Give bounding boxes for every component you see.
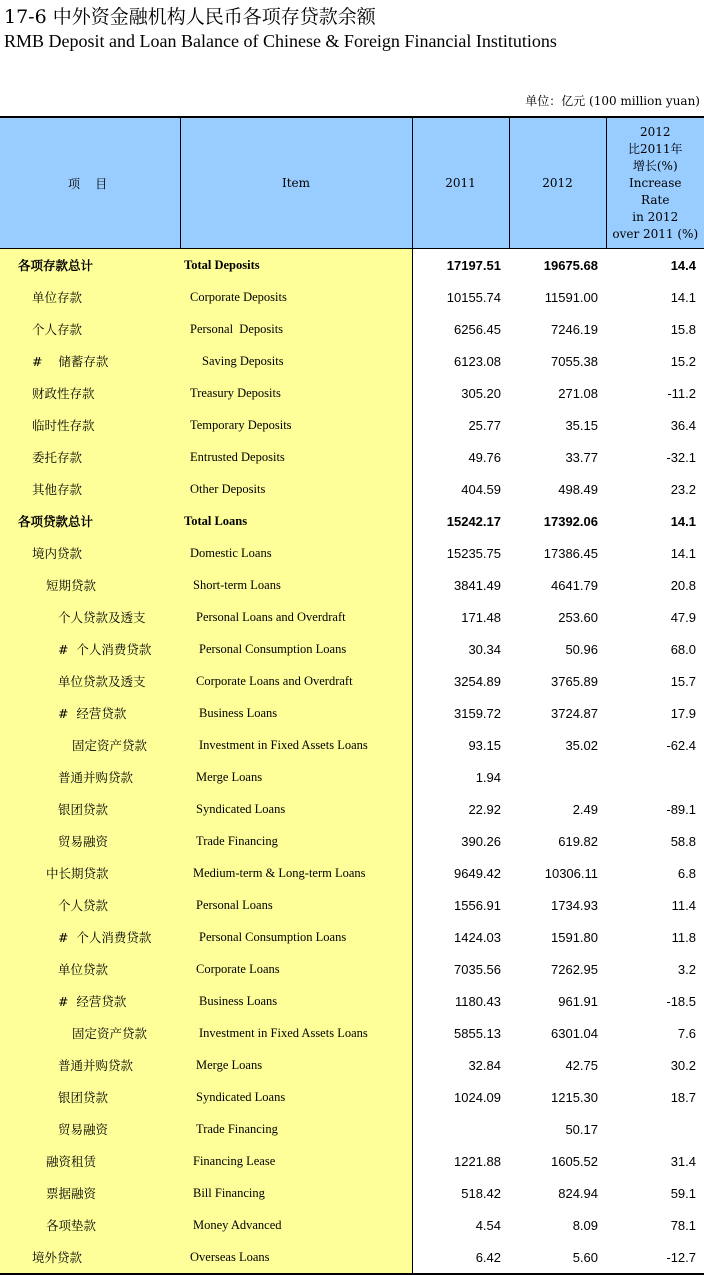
- row-value-2012: 7262.95: [509, 953, 606, 985]
- row-item-en: Business Loans: [180, 985, 412, 1017]
- table-row: [0, 857, 704, 889]
- row-item-en: Corporate Loans: [180, 953, 412, 985]
- row-value-2011: 1180.43: [412, 985, 509, 1017]
- row-value-2011: 1024.09: [412, 1081, 509, 1113]
- header-2012: 2012: [509, 117, 606, 249]
- table-row: [0, 537, 704, 569]
- row-item-en: Treasury Deposits: [180, 377, 412, 409]
- row-value-2011: 4.54: [412, 1209, 509, 1241]
- row-value-2011: 22.92: [412, 793, 509, 825]
- table-row: [0, 1145, 704, 1177]
- row-item-cn: 单位贷款: [0, 953, 180, 985]
- row-item-cn: 财政性存款: [0, 377, 180, 409]
- row-growth-rate: 14.4: [606, 249, 704, 282]
- row-item-en: Entrusted Deposits: [180, 441, 412, 473]
- row-value-2012: 42.75: [509, 1049, 606, 1081]
- row-growth-rate: 78.1: [606, 1209, 704, 1241]
- row-growth-rate: 7.6: [606, 1017, 704, 1049]
- row-value-2011: [412, 1113, 509, 1145]
- row-item-en: Medium-term & Long-term Loans: [180, 857, 412, 889]
- row-item-en: Bill Financing: [180, 1177, 412, 1209]
- table-row: [0, 761, 704, 793]
- row-value-2011: 404.59: [412, 473, 509, 505]
- row-value-2011: 390.26: [412, 825, 509, 857]
- row-item-cn: 银团贷款: [0, 1081, 180, 1113]
- page-title-chinese: 17-6 中外资金融机构人民币各项存贷款余额: [4, 2, 376, 29]
- row-item-en: Other Deposits: [180, 473, 412, 505]
- row-item-cn: 单位存款: [0, 281, 180, 313]
- row-value-2012: 35.02: [509, 729, 606, 761]
- row-value-2011: 32.84: [412, 1049, 509, 1081]
- header-rate-line: Increase: [607, 175, 704, 192]
- row-item-en: Trade Financing: [180, 825, 412, 857]
- row-value-2011: 1221.88: [412, 1145, 509, 1177]
- row-value-2011: 171.48: [412, 601, 509, 633]
- row-item-cn: 委托存款: [0, 441, 180, 473]
- row-item-cn: 临时性存款: [0, 409, 180, 441]
- row-growth-rate: 59.1: [606, 1177, 704, 1209]
- table-row: [0, 409, 704, 441]
- unit-label: 单位：亿元 (100 million yuan): [525, 92, 700, 109]
- row-value-2012: 1734.93: [509, 889, 606, 921]
- table-row: [0, 441, 704, 473]
- row-value-2012: 3724.87: [509, 697, 606, 729]
- table-row: [0, 569, 704, 601]
- row-value-2012: 35.15: [509, 409, 606, 441]
- row-value-2011: 3159.72: [412, 697, 509, 729]
- row-value-2012: 8.09: [509, 1209, 606, 1241]
- row-value-2012: [509, 761, 606, 793]
- row-growth-rate: 3.2: [606, 953, 704, 985]
- row-item-cn: 票据融资: [0, 1177, 180, 1209]
- row-growth-rate: 14.1: [606, 281, 704, 313]
- header-rate-line: over 2011 (%): [607, 226, 704, 243]
- row-item-cn: 普通并购贷款: [0, 1049, 180, 1081]
- row-item-cn: # 经营贷款: [0, 697, 180, 729]
- row-item-cn: 各项存款总计: [0, 249, 180, 282]
- row-item-en: Syndicated Loans: [180, 1081, 412, 1113]
- table-row: [0, 1049, 704, 1081]
- row-growth-rate: 47.9: [606, 601, 704, 633]
- row-value-2011: 3841.49: [412, 569, 509, 601]
- row-item-en: Merge Loans: [180, 1049, 412, 1081]
- row-value-2011: 1.94: [412, 761, 509, 793]
- row-growth-rate: -32.1: [606, 441, 704, 473]
- row-value-2011: 5855.13: [412, 1017, 509, 1049]
- row-value-2012: 4641.79: [509, 569, 606, 601]
- row-item-cn: 中长期贷款: [0, 857, 180, 889]
- row-item-cn: 单位贷款及透支: [0, 665, 180, 697]
- row-growth-rate: 23.2: [606, 473, 704, 505]
- table-row: [0, 729, 704, 761]
- row-growth-rate: 31.4: [606, 1145, 704, 1177]
- row-value-2011: 7035.56: [412, 953, 509, 985]
- row-value-2011: 9649.42: [412, 857, 509, 889]
- header-growth-rate: [606, 117, 704, 249]
- row-value-2011: 6123.08: [412, 345, 509, 377]
- row-growth-rate: -18.5: [606, 985, 704, 1017]
- table-row: [0, 473, 704, 505]
- row-value-2011: 49.76: [412, 441, 509, 473]
- row-item-en: Trade Financing: [180, 1113, 412, 1145]
- row-value-2012: 253.60: [509, 601, 606, 633]
- row-value-2011: 6.42: [412, 1241, 509, 1274]
- row-value-2012: 7246.19: [509, 313, 606, 345]
- row-value-2011: 518.42: [412, 1177, 509, 1209]
- row-growth-rate: -62.4: [606, 729, 704, 761]
- row-item-cn: 各项贷款总计: [0, 505, 180, 537]
- row-item-en: Financing Lease: [180, 1145, 412, 1177]
- row-value-2012: 19675.68: [509, 249, 606, 282]
- row-item-en: Business Loans: [180, 697, 412, 729]
- row-value-2012: 1591.80: [509, 921, 606, 953]
- table-row: [0, 505, 704, 537]
- row-item-en: Personal Consumption Loans: [180, 633, 412, 665]
- table-row: [0, 1241, 704, 1274]
- table-row: [0, 889, 704, 921]
- row-item-cn: 固定资产贷款: [0, 729, 180, 761]
- table-row: [0, 281, 704, 313]
- row-growth-rate: -11.2: [606, 377, 704, 409]
- header-2011: 2011: [412, 117, 509, 249]
- row-growth-rate: 11.4: [606, 889, 704, 921]
- row-item-cn: 个人贷款: [0, 889, 180, 921]
- row-item-en: Merge Loans: [180, 761, 412, 793]
- row-growth-rate: 17.9: [606, 697, 704, 729]
- table-row: [0, 1209, 704, 1241]
- row-value-2012: 17392.06: [509, 505, 606, 537]
- row-value-2012: 5.60: [509, 1241, 606, 1274]
- row-value-2012: 961.91: [509, 985, 606, 1017]
- row-value-2012: 498.49: [509, 473, 606, 505]
- row-growth-rate: 14.1: [606, 505, 704, 537]
- row-item-cn: # 个人消费贷款: [0, 921, 180, 953]
- row-item-en: Corporate Loans and Overdraft: [180, 665, 412, 697]
- row-item-en: Personal Deposits: [180, 313, 412, 345]
- row-value-2012: 17386.45: [509, 537, 606, 569]
- header-rate-line: Rate: [607, 192, 704, 209]
- row-growth-rate: -89.1: [606, 793, 704, 825]
- row-value-2011: 6256.45: [412, 313, 509, 345]
- row-item-cn: # 储蓄存款: [0, 345, 180, 377]
- row-growth-rate: 30.2: [606, 1049, 704, 1081]
- row-item-cn: # 经营贷款: [0, 985, 180, 1017]
- table-row: [0, 249, 704, 282]
- header-item-cn: 项 目: [0, 117, 180, 249]
- deposit-loan-table: [0, 116, 704, 1275]
- row-item-en: Total Loans: [180, 505, 412, 537]
- row-value-2011: 10155.74: [412, 281, 509, 313]
- row-item-cn: 各项垫款: [0, 1209, 180, 1241]
- header-rate-line: 比2011年: [607, 141, 704, 158]
- table-row: [0, 793, 704, 825]
- row-item-en: Total Deposits: [180, 249, 412, 282]
- row-value-2011: 1556.91: [412, 889, 509, 921]
- row-item-cn: 融资租赁: [0, 1145, 180, 1177]
- header-rate-line: 增长(%): [607, 158, 704, 175]
- table-row: [0, 1177, 704, 1209]
- row-item-cn: 银团贷款: [0, 793, 180, 825]
- table-row: [0, 1017, 704, 1049]
- row-value-2012: 7055.38: [509, 345, 606, 377]
- row-item-en: Syndicated Loans: [180, 793, 412, 825]
- row-value-2012: 50.17: [509, 1113, 606, 1145]
- row-item-en: Corporate Deposits: [180, 281, 412, 313]
- table-row: [0, 985, 704, 1017]
- row-growth-rate: 11.8: [606, 921, 704, 953]
- row-item-en: Investment in Fixed Assets Loans: [180, 729, 412, 761]
- row-item-en: Personal Loans and Overdraft: [180, 601, 412, 633]
- row-item-cn: 境外贷款: [0, 1241, 180, 1274]
- header-rate-line: in 2012: [607, 209, 704, 226]
- table-row: [0, 345, 704, 377]
- row-growth-rate: 15.8: [606, 313, 704, 345]
- row-growth-rate: [606, 761, 704, 793]
- row-item-cn: 个人贷款及透支: [0, 601, 180, 633]
- row-growth-rate: 36.4: [606, 409, 704, 441]
- row-value-2011: 15235.75: [412, 537, 509, 569]
- row-growth-rate: -12.7: [606, 1241, 704, 1274]
- row-item-en: Temporary Deposits: [180, 409, 412, 441]
- row-growth-rate: 14.1: [606, 537, 704, 569]
- row-growth-rate: 58.8: [606, 825, 704, 857]
- table-row: [0, 921, 704, 953]
- row-item-en: Personal Loans: [180, 889, 412, 921]
- row-value-2011: 15242.17: [412, 505, 509, 537]
- row-value-2012: 33.77: [509, 441, 606, 473]
- row-value-2012: 1215.30: [509, 1081, 606, 1113]
- row-value-2012: 619.82: [509, 825, 606, 857]
- row-item-en: Money Advanced: [180, 1209, 412, 1241]
- row-item-en: Saving Deposits: [180, 345, 412, 377]
- row-value-2012: 3765.89: [509, 665, 606, 697]
- row-value-2011: 25.77: [412, 409, 509, 441]
- row-value-2012: 271.08: [509, 377, 606, 409]
- row-growth-rate: 18.7: [606, 1081, 704, 1113]
- row-item-en: Domestic Loans: [180, 537, 412, 569]
- table-row: [0, 313, 704, 345]
- row-item-en: Overseas Loans: [180, 1241, 412, 1274]
- row-item-cn: 贸易融资: [0, 1113, 180, 1145]
- table-row: [0, 1113, 704, 1145]
- table-row: [0, 953, 704, 985]
- row-item-cn: # 个人消费贷款: [0, 633, 180, 665]
- row-item-cn: 其他存款: [0, 473, 180, 505]
- table-row: [0, 377, 704, 409]
- row-value-2012: 10306.11: [509, 857, 606, 889]
- row-value-2012: 824.94: [509, 1177, 606, 1209]
- table-row: [0, 1081, 704, 1113]
- row-growth-rate: 68.0: [606, 633, 704, 665]
- row-item-cn: 固定资产贷款: [0, 1017, 180, 1049]
- header-item-en: Item: [180, 117, 412, 249]
- row-growth-rate: [606, 1113, 704, 1145]
- row-item-en: Short-term Loans: [180, 569, 412, 601]
- row-item-cn: 境内贷款: [0, 537, 180, 569]
- row-value-2012: 11591.00: [509, 281, 606, 313]
- row-item-cn: 个人存款: [0, 313, 180, 345]
- row-value-2011: 30.34: [412, 633, 509, 665]
- page-title-english: RMB Deposit and Loan Balance of Chinese & Foreign Financial Institutions: [4, 31, 557, 52]
- table-row: [0, 697, 704, 729]
- row-value-2012: 2.49: [509, 793, 606, 825]
- header-rate-line: 2012: [607, 124, 704, 141]
- row-value-2012: 1605.52: [509, 1145, 606, 1177]
- row-growth-rate: 15.2: [606, 345, 704, 377]
- row-value-2011: 3254.89: [412, 665, 509, 697]
- row-value-2011: 305.20: [412, 377, 509, 409]
- table-header-row: [0, 117, 704, 249]
- table-row: [0, 601, 704, 633]
- row-item-en: Personal Consumption Loans: [180, 921, 412, 953]
- row-value-2011: 1424.03: [412, 921, 509, 953]
- row-growth-rate: 15.7: [606, 665, 704, 697]
- table-row: [0, 825, 704, 857]
- row-value-2012: 50.96: [509, 633, 606, 665]
- row-value-2011: 93.15: [412, 729, 509, 761]
- table-row: [0, 633, 704, 665]
- row-item-cn: 普通并购贷款: [0, 761, 180, 793]
- row-value-2011: 17197.51: [412, 249, 509, 282]
- row-item-cn: 贸易融资: [0, 825, 180, 857]
- row-growth-rate: 6.8: [606, 857, 704, 889]
- row-value-2012: 6301.04: [509, 1017, 606, 1049]
- row-growth-rate: 20.8: [606, 569, 704, 601]
- table-row: [0, 665, 704, 697]
- row-item-en: Investment in Fixed Assets Loans: [180, 1017, 412, 1049]
- row-item-cn: 短期贷款: [0, 569, 180, 601]
